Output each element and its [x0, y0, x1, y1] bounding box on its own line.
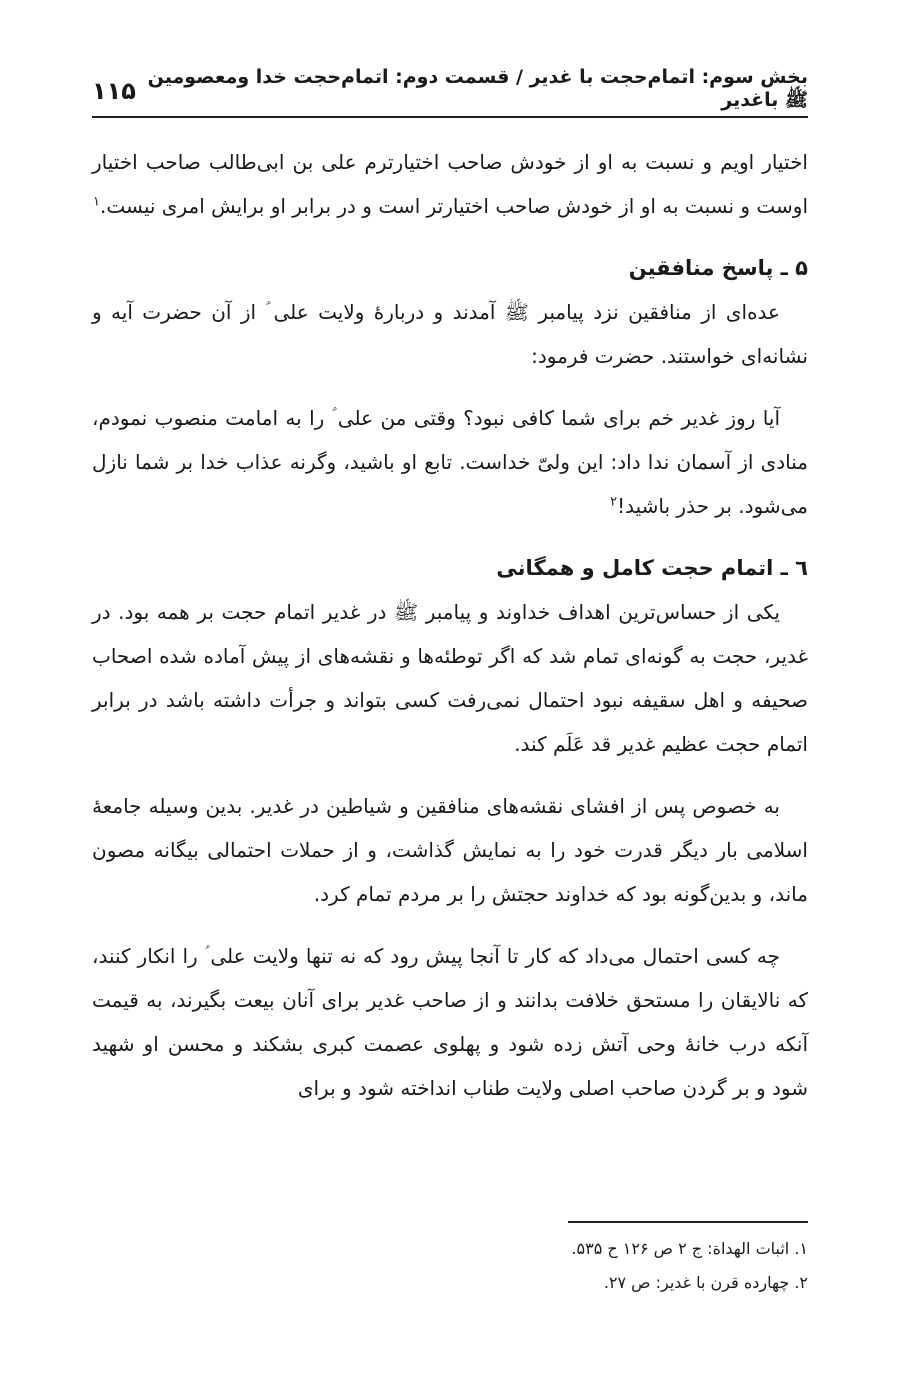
footnote-2: ۲. چهارده قرن با غدیر: ص ۲۷.	[603, 1273, 808, 1292]
paragraph-1	[92, 140, 808, 228]
heading-5: ۵ ـ پاسخ منافقین	[628, 256, 808, 280]
footnote-ref-2: ۲	[610, 494, 618, 510]
footnote-divider	[568, 1221, 808, 1223]
paragraph-6: چه کسی احتمال می‌داد که کار تا آنجا پیش رود که نه تنها ولایت علی ؑ را انکار کنند، که نالایقان را مستحق خلافت بدانند و از صاحب غدیر برای آنان بیعت بگیرند، به قیمت آنکه درب خانهٔ وحی آتش زده شود و پهلوی عصمت کبری بشکند و محسن او شهید شود و بر گردن صاحب اصلی ولایت طناب انداخته شود و برای	[92, 944, 808, 1100]
footnotes	[92, 1232, 808, 1300]
paragraph-1-text: اختیار اویم و نسبت به او از خودش صاحب اختیارترم علی بن ابی‌طالب صاحب اختیار اوست و نسبت به او از خودش صاحب اختیارتر است و در برابر او برایش امری نیست.	[92, 150, 808, 218]
paragraph-4: یکی از حساس‌ترین اهداف خداوند و پیامبر ﷺ در غدیر اتمام حجت بر همه بود. در غدیر، حجت به گونه‌ای تمام شد که اگر توطئه‌ها و نقشه‌های از پیش آماده شده اصحاب صحیفه و اهل سقیفه نبود احتمال نمی‌رفت کسی بتواند و جرأت داشته باشد در برابر اتمام حجت عظیم غدیر قد عَلَم کند.	[92, 600, 808, 756]
footnote-1: ۱. اثبات الهداة: ج ۲ ص ۱۲۶ ح ۵۳۵.	[571, 1239, 808, 1258]
page-body	[92, 140, 808, 1128]
header-title: بخش سوم: اتمام‌حجت با غدیر / قسمت دوم: اتمام‌حجت خدا ومعصومین ﷺ باغدیر	[147, 66, 808, 111]
page-number: ۱۱۵	[92, 77, 136, 105]
paragraph-3	[92, 396, 808, 528]
paragraph-5: به خصوص پس از افشای نقشه‌های منافقین و شیاطین در غدیر. بدین وسیله جامعهٔ اسلامی بار دیگر قدرت خود را به نمایش گذاشت، و از حملات احتمالی بیگانه مصون ماند، و بدین‌گونه بود که خداوند حجتش را بر مردم تمام کرد.	[92, 794, 808, 906]
paragraph-2: عده‌ای از منافقین نزد پیامبر ﷺ آمدند و دربارهٔ ولایت علی ؑ از آن حضرت آیه و نشانه‌ای خواستند. حضرت فرمود:	[92, 300, 808, 368]
paragraph-3-text: آیا روز غدیر خم برای شما کافی نبود؟ وقتی من علی ؑ را به امامت منصوب نمودم، منادی از آسمان ندا داد: این ولیّ خداست. تابع او باشید، وگرنه عذاب خدا بر شما نازل می‌شود. بر حذر باشید!	[92, 406, 808, 518]
heading-6: ٦ ـ اتمام حجت کامل و همگانی	[496, 556, 808, 580]
running-header	[92, 66, 808, 118]
footnote-ref-1: ۱	[93, 194, 100, 210]
